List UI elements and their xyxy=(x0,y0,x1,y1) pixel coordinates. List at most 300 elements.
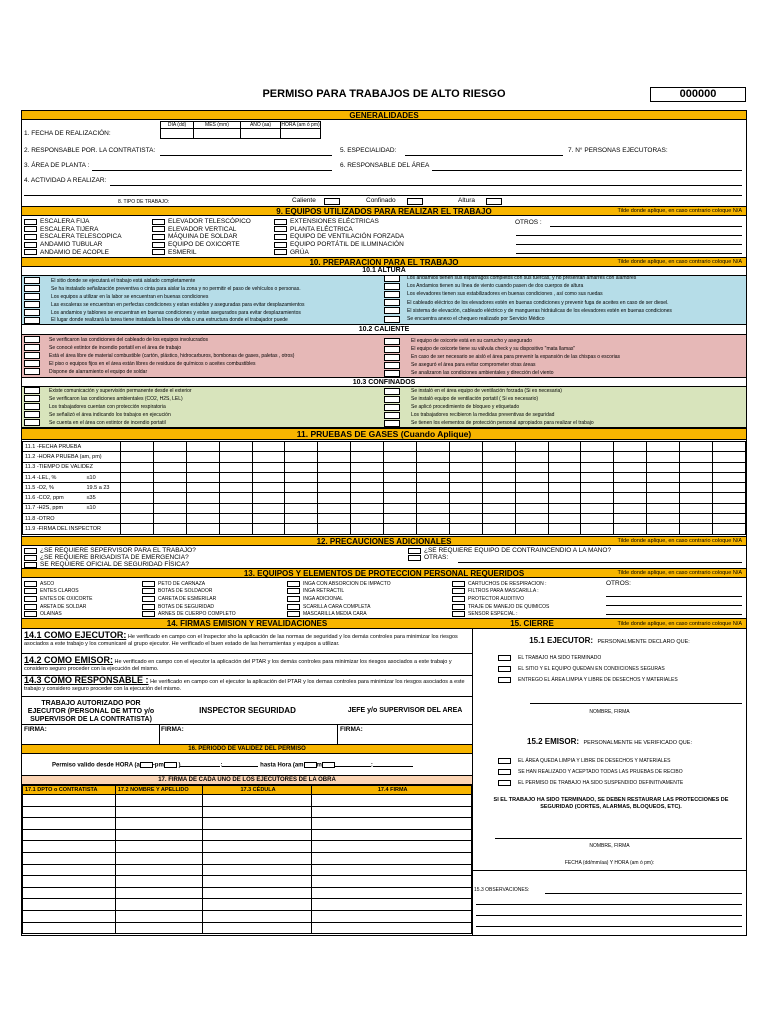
ejecutor-cell[interactable] xyxy=(312,876,472,888)
gas-reading-cell[interactable] xyxy=(285,452,318,462)
ejecutor-cell[interactable] xyxy=(23,864,116,876)
gas-reading-cell[interactable] xyxy=(482,483,515,493)
gas-reading-cell[interactable] xyxy=(614,514,647,524)
ejecutor-cell[interactable] xyxy=(202,899,312,911)
gas-reading-cell[interactable] xyxy=(449,524,482,534)
precaucion-checkbox[interactable] xyxy=(408,555,421,561)
confinado-checkbox[interactable] xyxy=(384,388,400,395)
equipos-otros-line-1[interactable] xyxy=(550,226,742,227)
equipo-checkbox[interactable] xyxy=(274,219,287,225)
confinado-checkbox[interactable] xyxy=(384,404,400,411)
gas-reading-cell[interactable] xyxy=(482,493,515,503)
date-hour-input[interactable] xyxy=(281,129,321,139)
gas-reading-cell[interactable] xyxy=(548,452,581,462)
cierre-emisor-sign-line[interactable] xyxy=(495,838,742,839)
gas-reading-cell[interactable] xyxy=(121,524,154,534)
ejecutor-cell[interactable] xyxy=(115,852,202,864)
ejecutor-cell[interactable] xyxy=(115,887,202,899)
ejecutor-cell[interactable] xyxy=(115,876,202,888)
actividad-line-2[interactable] xyxy=(24,195,742,196)
equipos-otros-line-4[interactable] xyxy=(516,253,742,254)
gas-reading-cell[interactable] xyxy=(680,452,713,462)
gas-reading-cell[interactable] xyxy=(121,493,154,503)
gas-reading-cell[interactable] xyxy=(482,462,515,472)
epp-otros-line-3[interactable] xyxy=(606,614,742,615)
cierre-ejecutor-checkbox[interactable] xyxy=(498,666,511,672)
gas-reading-cell[interactable] xyxy=(186,514,219,524)
caliente-checkbox[interactable] xyxy=(384,362,400,369)
gas-reading-cell[interactable] xyxy=(680,472,713,482)
epp-checkbox[interactable] xyxy=(287,588,300,594)
gas-reading-cell[interactable] xyxy=(384,493,417,503)
obs-line-4[interactable] xyxy=(476,926,742,927)
gas-reading-cell[interactable] xyxy=(219,462,252,472)
gas-reading-cell[interactable] xyxy=(252,493,285,503)
gas-reading-cell[interactable] xyxy=(252,483,285,493)
ejecutor-cell[interactable] xyxy=(202,887,312,899)
date-year-input[interactable] xyxy=(241,129,281,139)
confinado-checkbox[interactable] xyxy=(24,403,40,410)
gas-reading-cell[interactable] xyxy=(351,462,384,472)
gas-reading-cell[interactable] xyxy=(351,514,384,524)
ejecutor-cell[interactable] xyxy=(312,795,472,807)
gas-reading-cell[interactable] xyxy=(713,493,746,503)
ejecutor-cell[interactable] xyxy=(312,864,472,876)
epp-checkbox[interactable] xyxy=(24,611,37,617)
gas-reading-cell[interactable] xyxy=(285,524,318,534)
gas-reading-cell[interactable] xyxy=(647,462,680,472)
date-month-input[interactable] xyxy=(194,129,241,139)
altura-checkbox[interactable] xyxy=(24,309,40,316)
gas-reading-cell[interactable] xyxy=(647,442,680,452)
epp-checkbox[interactable] xyxy=(452,588,465,594)
gas-reading-cell[interactable] xyxy=(482,514,515,524)
confinado-checkbox[interactable] xyxy=(384,412,400,419)
ejecutor-cell[interactable] xyxy=(312,852,472,864)
gas-reading-cell[interactable] xyxy=(219,442,252,452)
gas-reading-cell[interactable] xyxy=(449,493,482,503)
epp-checkbox[interactable] xyxy=(24,581,37,587)
especialidad-line[interactable] xyxy=(405,155,563,156)
gas-reading-cell[interactable] xyxy=(153,514,186,524)
gas-reading-cell[interactable] xyxy=(713,483,746,493)
tipo-confinado-checkbox[interactable] xyxy=(407,198,423,205)
ejecutor-cell[interactable] xyxy=(202,818,312,830)
gas-reading-cell[interactable] xyxy=(449,472,482,482)
gas-reading-cell[interactable] xyxy=(318,514,351,524)
ejecutor-cell[interactable] xyxy=(202,922,312,934)
gas-reading-cell[interactable] xyxy=(515,524,548,534)
ejecutor-cell[interactable] xyxy=(23,899,116,911)
gas-reading-cell[interactable] xyxy=(581,503,614,513)
gas-reading-cell[interactable] xyxy=(121,452,154,462)
equipo-checkbox[interactable] xyxy=(24,219,37,225)
gas-reading-cell[interactable] xyxy=(680,514,713,524)
equipo-checkbox[interactable] xyxy=(152,226,165,232)
gas-reading-cell[interactable] xyxy=(121,483,154,493)
ejecutor-cell[interactable] xyxy=(115,864,202,876)
ejecutor-cell[interactable] xyxy=(23,852,116,864)
ejecutor-cell[interactable] xyxy=(115,818,202,830)
equipo-checkbox[interactable] xyxy=(152,242,165,248)
gas-reading-cell[interactable] xyxy=(482,472,515,482)
gas-reading-cell[interactable] xyxy=(581,442,614,452)
equipos-otros-line-2[interactable] xyxy=(516,235,742,236)
gas-reading-cell[interactable] xyxy=(417,503,450,513)
gas-reading-cell[interactable] xyxy=(647,503,680,513)
gas-reading-cell[interactable] xyxy=(548,493,581,503)
ejecutor-cell[interactable] xyxy=(115,922,202,934)
gas-reading-cell[interactable] xyxy=(449,442,482,452)
gas-reading-cell[interactable] xyxy=(548,483,581,493)
ejecutor-cell[interactable] xyxy=(115,806,202,818)
gas-reading-cell[interactable] xyxy=(647,452,680,462)
confinado-checkbox[interactable] xyxy=(384,396,400,403)
epp-checkbox[interactable] xyxy=(452,611,465,617)
gas-reading-cell[interactable] xyxy=(252,503,285,513)
gas-reading-cell[interactable] xyxy=(153,442,186,452)
validez-hasta-pm-box[interactable] xyxy=(322,762,335,768)
resp-area-line[interactable] xyxy=(432,170,742,171)
epp-checkbox[interactable] xyxy=(452,581,465,587)
gas-reading-cell[interactable] xyxy=(121,472,154,482)
ejecutor-cell[interactable] xyxy=(312,922,472,934)
gas-reading-cell[interactable] xyxy=(647,493,680,503)
gas-reading-cell[interactable] xyxy=(318,493,351,503)
ejecutor-cell[interactable] xyxy=(115,910,202,922)
gas-reading-cell[interactable] xyxy=(384,442,417,452)
ejecutor-cell[interactable] xyxy=(115,795,202,807)
gas-reading-cell[interactable] xyxy=(351,452,384,462)
gas-reading-cell[interactable] xyxy=(680,524,713,534)
gas-reading-cell[interactable] xyxy=(548,442,581,452)
area-line[interactable] xyxy=(92,170,332,171)
gas-reading-cell[interactable] xyxy=(318,503,351,513)
epp-checkbox[interactable] xyxy=(24,604,37,610)
epp-checkbox[interactable] xyxy=(142,588,155,594)
ejecutor-cell[interactable] xyxy=(312,887,472,899)
gas-reading-cell[interactable] xyxy=(713,452,746,462)
precaucion-checkbox[interactable] xyxy=(408,548,421,554)
gas-reading-cell[interactable] xyxy=(515,452,548,462)
gas-reading-cell[interactable] xyxy=(252,462,285,472)
gas-reading-cell[interactable] xyxy=(219,503,252,513)
validez-am-box[interactable] xyxy=(140,762,153,768)
gas-reading-cell[interactable] xyxy=(713,442,746,452)
gas-reading-cell[interactable] xyxy=(581,483,614,493)
equipo-checkbox[interactable] xyxy=(24,226,37,232)
ejecutor-cell[interactable] xyxy=(23,806,116,818)
gas-reading-cell[interactable] xyxy=(186,462,219,472)
obs-line-3[interactable] xyxy=(476,915,742,916)
altura-checkbox[interactable] xyxy=(24,285,40,292)
caliente-checkbox[interactable] xyxy=(24,344,40,351)
caliente-checkbox[interactable] xyxy=(24,360,40,367)
gas-reading-cell[interactable] xyxy=(384,462,417,472)
cierre-emisor-checkbox[interactable] xyxy=(498,758,511,764)
gas-reading-cell[interactable] xyxy=(614,483,647,493)
gas-reading-cell[interactable] xyxy=(515,514,548,524)
equipo-checkbox[interactable] xyxy=(152,219,165,225)
gas-reading-cell[interactable] xyxy=(285,442,318,452)
actividad-line[interactable] xyxy=(110,185,742,186)
gas-reading-cell[interactable] xyxy=(647,483,680,493)
epp-checkbox[interactable] xyxy=(452,604,465,610)
equipo-checkbox[interactable] xyxy=(152,249,165,255)
gas-reading-cell[interactable] xyxy=(680,483,713,493)
gas-reading-cell[interactable] xyxy=(581,452,614,462)
ejecutor-cell[interactable] xyxy=(23,795,116,807)
obs-line-2[interactable] xyxy=(476,904,742,905)
gas-reading-cell[interactable] xyxy=(384,524,417,534)
gas-reading-cell[interactable] xyxy=(548,524,581,534)
gas-reading-cell[interactable] xyxy=(417,514,450,524)
altura-checkbox[interactable] xyxy=(384,275,400,282)
gas-reading-cell[interactable] xyxy=(713,514,746,524)
gas-reading-cell[interactable] xyxy=(219,514,252,524)
gas-reading-cell[interactable] xyxy=(581,462,614,472)
obs-line-1[interactable] xyxy=(545,893,742,894)
epp-checkbox[interactable] xyxy=(287,604,300,610)
gas-reading-cell[interactable] xyxy=(417,442,450,452)
altura-checkbox[interactable] xyxy=(24,301,40,308)
equipos-otros-line-3[interactable] xyxy=(516,244,742,245)
gas-reading-cell[interactable] xyxy=(384,472,417,482)
gas-reading-cell[interactable] xyxy=(581,524,614,534)
gas-reading-cell[interactable] xyxy=(417,493,450,503)
precauciones-otras-line[interactable] xyxy=(458,562,742,563)
gas-reading-cell[interactable] xyxy=(285,493,318,503)
gas-reading-cell[interactable] xyxy=(482,452,515,462)
cierre-ejecutor-sign-line[interactable] xyxy=(530,703,742,704)
gas-reading-cell[interactable] xyxy=(548,503,581,513)
gas-reading-cell[interactable] xyxy=(449,452,482,462)
gas-reading-cell[interactable] xyxy=(285,483,318,493)
ejecutor-cell[interactable] xyxy=(23,922,116,934)
ejecutor-cell[interactable] xyxy=(202,841,312,853)
gas-reading-cell[interactable] xyxy=(252,442,285,452)
epp-checkbox[interactable] xyxy=(24,588,37,594)
equipo-checkbox[interactable] xyxy=(274,242,287,248)
gas-reading-cell[interactable] xyxy=(614,524,647,534)
gas-reading-cell[interactable] xyxy=(219,524,252,534)
responsable-line[interactable] xyxy=(160,155,332,156)
date-day-input[interactable] xyxy=(160,129,194,139)
equipo-checkbox[interactable] xyxy=(24,249,37,255)
gas-reading-cell[interactable] xyxy=(647,524,680,534)
gas-reading-cell[interactable] xyxy=(121,462,154,472)
gas-reading-cell[interactable] xyxy=(153,472,186,482)
gas-reading-cell[interactable] xyxy=(384,483,417,493)
epp-checkbox[interactable] xyxy=(142,581,155,587)
altura-checkbox[interactable] xyxy=(384,299,400,306)
gas-reading-cell[interactable] xyxy=(351,483,384,493)
precaucion-checkbox[interactable] xyxy=(24,548,37,554)
gas-reading-cell[interactable] xyxy=(614,442,647,452)
gas-reading-cell[interactable] xyxy=(548,462,581,472)
gas-reading-cell[interactable] xyxy=(351,503,384,513)
cierre-ejecutor-checkbox[interactable] xyxy=(498,655,511,661)
caliente-checkbox[interactable] xyxy=(24,368,40,375)
gas-reading-cell[interactable] xyxy=(351,524,384,534)
gas-reading-cell[interactable] xyxy=(186,524,219,534)
caliente-checkbox[interactable] xyxy=(384,370,400,377)
caliente-checkbox[interactable] xyxy=(384,338,400,345)
gas-reading-cell[interactable] xyxy=(252,472,285,482)
gas-reading-cell[interactable] xyxy=(482,503,515,513)
ejecutor-cell[interactable] xyxy=(115,841,202,853)
gas-reading-cell[interactable] xyxy=(186,503,219,513)
gas-reading-cell[interactable] xyxy=(186,472,219,482)
gas-reading-cell[interactable] xyxy=(614,472,647,482)
gas-reading-cell[interactable] xyxy=(252,514,285,524)
equipo-checkbox[interactable] xyxy=(274,226,287,232)
altura-checkbox[interactable] xyxy=(24,277,40,284)
gas-reading-cell[interactable] xyxy=(153,493,186,503)
gas-reading-cell[interactable] xyxy=(285,462,318,472)
gas-reading-cell[interactable] xyxy=(417,462,450,472)
ejecutor-cell[interactable] xyxy=(23,910,116,922)
gas-reading-cell[interactable] xyxy=(219,472,252,482)
gas-reading-cell[interactable] xyxy=(153,462,186,472)
altura-checkbox[interactable] xyxy=(24,317,40,324)
gas-reading-cell[interactable] xyxy=(647,514,680,524)
gas-reading-cell[interactable] xyxy=(417,524,450,534)
gas-reading-cell[interactable] xyxy=(647,472,680,482)
epp-checkbox[interactable] xyxy=(287,611,300,617)
gas-reading-cell[interactable] xyxy=(515,483,548,493)
gas-reading-cell[interactable] xyxy=(515,442,548,452)
gas-reading-cell[interactable] xyxy=(449,483,482,493)
confinado-checkbox[interactable] xyxy=(24,387,40,394)
ejecutor-cell[interactable] xyxy=(312,829,472,841)
confinado-checkbox[interactable] xyxy=(24,411,40,418)
caliente-checkbox[interactable] xyxy=(24,336,40,343)
ejecutor-cell[interactable] xyxy=(312,818,472,830)
caliente-checkbox[interactable] xyxy=(384,354,400,361)
equipo-checkbox[interactable] xyxy=(152,234,165,240)
tipo-altura-checkbox[interactable] xyxy=(486,198,502,205)
ejecutor-cell[interactable] xyxy=(202,910,312,922)
ejecutor-cell[interactable] xyxy=(312,806,472,818)
ejecutor-cell[interactable] xyxy=(312,910,472,922)
gas-reading-cell[interactable] xyxy=(351,442,384,452)
gas-reading-cell[interactable] xyxy=(153,483,186,493)
gas-reading-cell[interactable] xyxy=(318,483,351,493)
gas-reading-cell[interactable] xyxy=(384,452,417,462)
gas-reading-cell[interactable] xyxy=(515,462,548,472)
gas-reading-cell[interactable] xyxy=(285,514,318,524)
gas-reading-cell[interactable] xyxy=(153,524,186,534)
gas-reading-cell[interactable] xyxy=(318,442,351,452)
gas-reading-cell[interactable] xyxy=(252,524,285,534)
gas-reading-cell[interactable] xyxy=(121,514,154,524)
altura-checkbox[interactable] xyxy=(384,307,400,314)
gas-reading-cell[interactable] xyxy=(713,524,746,534)
ejecutor-cell[interactable] xyxy=(115,899,202,911)
gas-reading-cell[interactable] xyxy=(614,503,647,513)
gas-reading-cell[interactable] xyxy=(680,503,713,513)
gas-reading-cell[interactable] xyxy=(713,462,746,472)
gas-reading-cell[interactable] xyxy=(351,472,384,482)
validez-hasta-am-box[interactable] xyxy=(304,762,317,768)
epp-checkbox[interactable] xyxy=(287,596,300,602)
gas-reading-cell[interactable] xyxy=(219,452,252,462)
gas-reading-cell[interactable] xyxy=(548,514,581,524)
gas-reading-cell[interactable] xyxy=(318,452,351,462)
gas-reading-cell[interactable] xyxy=(186,452,219,462)
cierre-emisor-checkbox[interactable] xyxy=(498,780,511,786)
gas-reading-cell[interactable] xyxy=(581,514,614,524)
ejecutor-cell[interactable] xyxy=(202,795,312,807)
ejecutor-cell[interactable] xyxy=(202,876,312,888)
gas-reading-cell[interactable] xyxy=(482,524,515,534)
equipo-checkbox[interactable] xyxy=(24,234,37,240)
gas-reading-cell[interactable] xyxy=(121,503,154,513)
validez-pm-box[interactable] xyxy=(164,762,177,768)
gas-reading-cell[interactable] xyxy=(713,503,746,513)
gas-reading-cell[interactable] xyxy=(548,472,581,482)
gas-reading-cell[interactable] xyxy=(515,503,548,513)
gas-reading-cell[interactable] xyxy=(614,452,647,462)
ejecutor-cell[interactable] xyxy=(202,864,312,876)
equipo-checkbox[interactable] xyxy=(24,242,37,248)
gas-reading-cell[interactable] xyxy=(680,442,713,452)
gas-reading-cell[interactable] xyxy=(285,503,318,513)
epp-checkbox[interactable] xyxy=(287,581,300,587)
precaucion-checkbox[interactable] xyxy=(24,555,37,561)
epp-checkbox[interactable] xyxy=(142,604,155,610)
ejecutor-cell[interactable] xyxy=(202,852,312,864)
altura-checkbox[interactable] xyxy=(384,291,400,298)
confinado-checkbox[interactable] xyxy=(384,420,400,427)
gas-reading-cell[interactable] xyxy=(121,442,154,452)
gas-reading-cell[interactable] xyxy=(285,472,318,482)
epp-checkbox[interactable] xyxy=(452,596,465,602)
gas-reading-cell[interactable] xyxy=(384,503,417,513)
ejecutor-cell[interactable] xyxy=(23,818,116,830)
altura-checkbox[interactable] xyxy=(384,283,400,290)
gas-reading-cell[interactable] xyxy=(515,493,548,503)
ejecutor-cell[interactable] xyxy=(202,829,312,841)
tipo-caliente-checkbox[interactable] xyxy=(324,198,340,205)
gas-reading-cell[interactable] xyxy=(417,472,450,482)
gas-reading-cell[interactable] xyxy=(449,514,482,524)
gas-reading-cell[interactable] xyxy=(417,452,450,462)
epp-checkbox[interactable] xyxy=(142,596,155,602)
ejecutor-cell[interactable] xyxy=(312,841,472,853)
gas-reading-cell[interactable] xyxy=(449,462,482,472)
gas-reading-cell[interactable] xyxy=(186,483,219,493)
gas-reading-cell[interactable] xyxy=(186,442,219,452)
gas-reading-cell[interactable] xyxy=(252,452,285,462)
gas-reading-cell[interactable] xyxy=(417,483,450,493)
gas-reading-cell[interactable] xyxy=(614,462,647,472)
ejecutor-cell[interactable] xyxy=(115,829,202,841)
equipo-checkbox[interactable] xyxy=(274,234,287,240)
confinado-checkbox[interactable] xyxy=(24,395,40,402)
equipo-checkbox[interactable] xyxy=(274,249,287,255)
ejecutor-cell[interactable] xyxy=(202,806,312,818)
gas-reading-cell[interactable] xyxy=(581,493,614,503)
epp-otros-line-1[interactable] xyxy=(606,596,742,597)
gas-reading-cell[interactable] xyxy=(318,462,351,472)
gas-reading-cell[interactable] xyxy=(153,452,186,462)
ejecutor-cell[interactable] xyxy=(23,829,116,841)
gas-reading-cell[interactable] xyxy=(581,472,614,482)
gas-reading-cell[interactable] xyxy=(318,472,351,482)
cierre-ejecutor-checkbox[interactable] xyxy=(498,677,511,683)
